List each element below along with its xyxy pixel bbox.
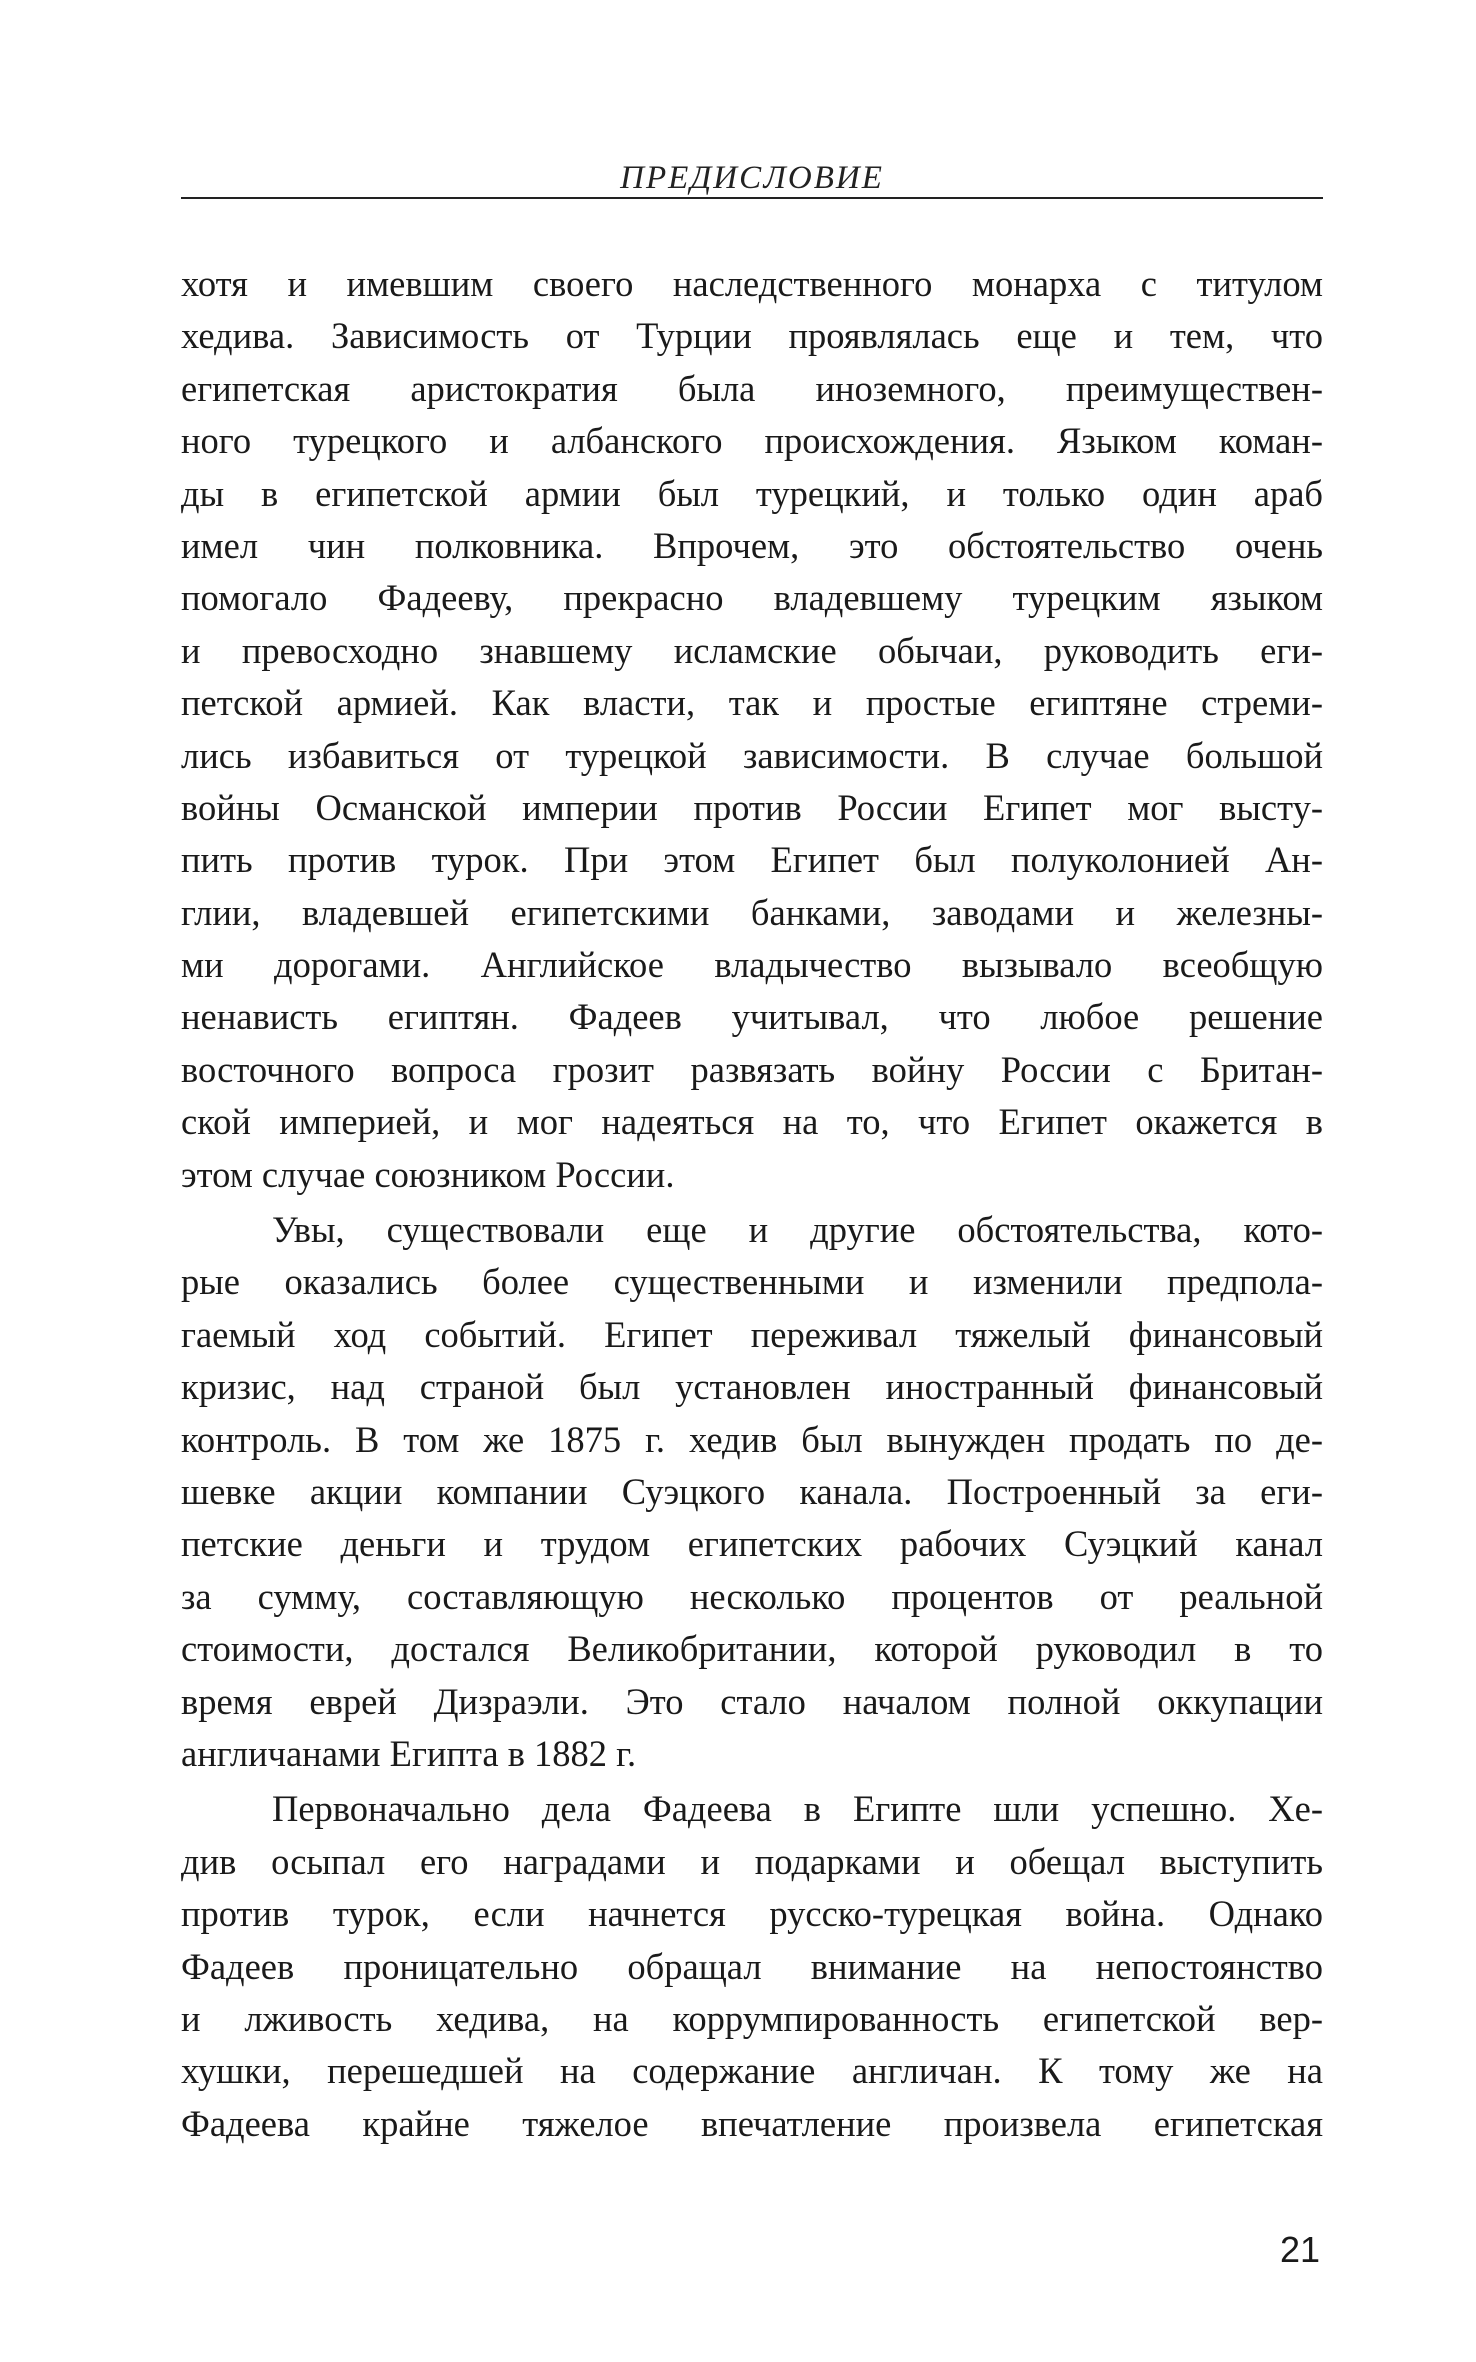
text-line: ного турецкого и албанского происхождения. Языком коман- bbox=[181, 420, 1323, 462]
text-line: ды в египетской армии был турецкий, и только один араб bbox=[181, 472, 1323, 514]
text-line: контроль. В том же 1875 г. хедив был вынужден продать по де- bbox=[181, 1418, 1323, 1460]
text-line: шевке акции компании Суэцкого канала. Построенный за еги- bbox=[181, 1470, 1323, 1512]
text-line: стоимости, достался Великобритании, которой руководил в то bbox=[181, 1628, 1323, 1670]
text-line: хедива. Зависимость от Турции проявлялась еще и тем, что bbox=[181, 315, 1323, 357]
text-line: див осыпал его наградами и подарками и обещал выступить bbox=[181, 1840, 1323, 1882]
text-line: ми дорогами. Английское владычество вызывало всеобщую bbox=[181, 944, 1323, 986]
text-line: Фадеев проницательно обращал внимание на непостоянство bbox=[181, 1945, 1323, 1987]
text-line: петской армией. Как власти, так и простые египтяне стреми- bbox=[181, 682, 1323, 724]
text-line: гаемый ход событий. Египет переживал тяжелый финансовый bbox=[181, 1313, 1323, 1355]
text-line: имел чин полковника. Впрочем, это обстоятельство очень bbox=[181, 524, 1323, 566]
page-number: 21 bbox=[1279, 2229, 1320, 2270]
text-line: Первоначально дела Фадеева в Египте шли успешно. Хе- bbox=[272, 1788, 1323, 1830]
text-line: хотя и имевшим своего наследственного монарха с титулом bbox=[181, 263, 1323, 304]
text-line: Увы, существовали еще и другие обстоятельства, кото- bbox=[272, 1209, 1323, 1251]
text-line: этом случае союзником России. bbox=[181, 1153, 675, 1195]
paragraph-2 bbox=[181, 1204, 1323, 1780]
body-text bbox=[181, 258, 1323, 2150]
text-line: Фадеева крайне тяжелое впечатление произвела египетская bbox=[181, 2102, 1323, 2144]
text-line: кризис, над страной был установлен иностранный финансовый bbox=[181, 1366, 1323, 1408]
paragraph-1 bbox=[181, 258, 1323, 1201]
text-line: рые оказались более существенными и изменили предпола- bbox=[181, 1261, 1323, 1303]
text-line: войны Османской империи против России Египет мог высту- bbox=[181, 786, 1323, 828]
text-line: лись избавиться от турецкой зависимости. В случае большой bbox=[181, 734, 1323, 776]
text-line: египетская аристократия была иноземного, преимуществен- bbox=[181, 367, 1323, 409]
text-line: помогало Фадееву, прекрасно владевшему турецким языком bbox=[181, 577, 1323, 619]
text-line: ской империей, и мог надеяться на то, что Египет окажется в bbox=[181, 1101, 1323, 1143]
text-line: за сумму, составляющую несколько процентов от реальной bbox=[181, 1575, 1323, 1617]
text-line: хушки, перешедшей на содержание англичан. К тому же на bbox=[181, 2050, 1323, 2092]
text-line: восточного вопроса грозит развязать войну России с Британ- bbox=[181, 1048, 1323, 1090]
text-line: и лживость хедива, на коррумпированность египетской вер- bbox=[181, 1997, 1323, 2039]
text-line: и превосходно знавшему исламские обычаи, руководить еги- bbox=[181, 629, 1323, 671]
paragraph-3 bbox=[181, 1783, 1323, 2150]
text-line: англичанами Египта в 1882 г. bbox=[181, 1732, 637, 1774]
header-rule bbox=[181, 197, 1323, 199]
text-line: пить против турок. При этом Египет был полуколонией Ан- bbox=[181, 839, 1323, 881]
text-line: ненависть египтян. Фадеев учитывал, что любое решение bbox=[181, 996, 1323, 1038]
text-line: глии, владевшей египетскими банками, заводами и железны- bbox=[181, 891, 1323, 933]
text-line: время еврей Дизраэли. Это стало началом полной оккупации bbox=[181, 1680, 1323, 1722]
running-head-title: ПРЕДИСЛОВИЕ bbox=[620, 160, 884, 196]
text-line: петские деньги и трудом египетских рабочих Суэцкий канал bbox=[181, 1523, 1323, 1565]
text-line: против турок, если начнется русско-турецкая война. Однако bbox=[181, 1893, 1323, 1935]
